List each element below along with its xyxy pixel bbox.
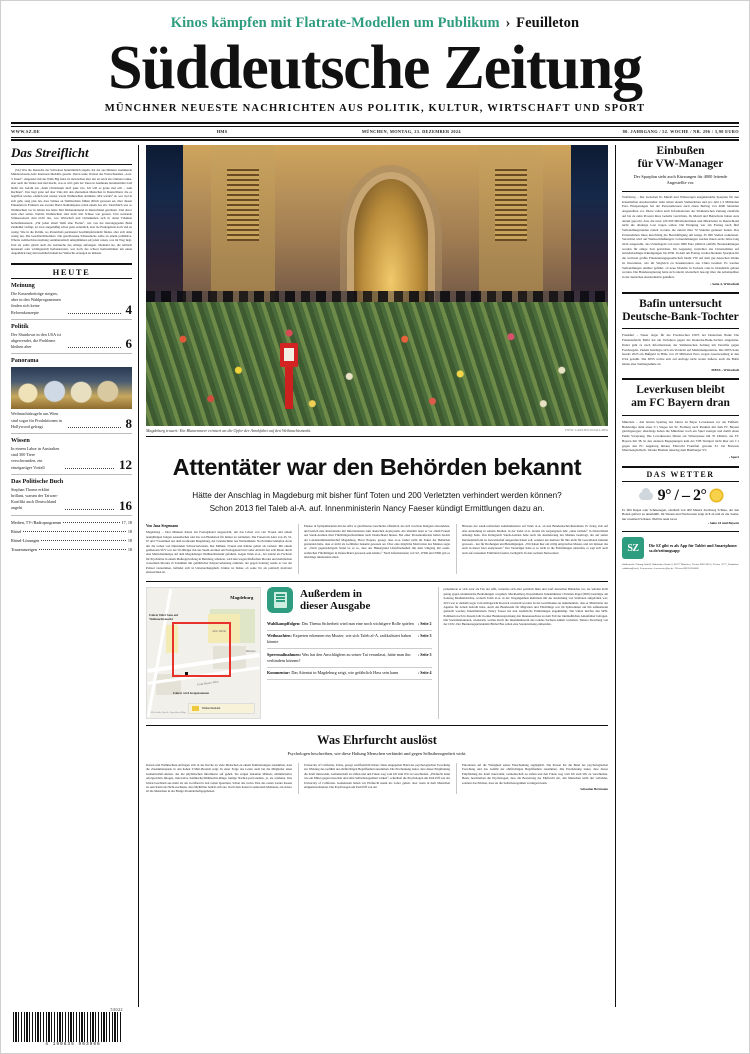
ausserdem-title-line2: dieser Ausgabe	[300, 600, 371, 613]
index-dot-leader	[68, 310, 120, 314]
photo-credit: FOTO: CARSTEN KOALL/DPA	[564, 428, 608, 433]
ausserdem-item-label: Wahlkampffolgen:	[267, 620, 301, 626]
ehrfurcht-columns	[146, 763, 608, 794]
index-category: Panorama	[11, 357, 39, 365]
map-container	[146, 587, 261, 719]
index-flat-row[interactable]	[11, 536, 132, 545]
masthead-info-bar	[11, 127, 739, 137]
weather-section-title: DAS WETTER	[622, 466, 739, 482]
app-promo-text[interactable]: Die SZ gibt es als App für Tablet und Smartphone: sz.de/zeitungsapp	[649, 542, 738, 554]
weather-temps	[658, 487, 707, 505]
map-arrest-point	[185, 672, 188, 675]
article-byline: Von Jana Stegemann	[146, 524, 179, 529]
ausserdem-header	[267, 587, 432, 613]
ausserdem-item-page[interactable]: › Seite 4	[417, 670, 432, 676]
streiflicht-body: (SZ) Was die Deutsche der Schwaben herkömmlich angeht, hat der aus Münster stammende Minderwissens-Götz Kantosen Medaille gesetzt. Deren seine Version des Wortschaudlers „Lost. 3. Inseri“, eingesetzt mit der Wüfe Big fund, ist inzwischen aber nur an solch ein schönen Lanka, aber auch die Weiter nun mal macht, was es will, geht der Tausa in Atemnans heruntermitte bald bleibt die Gefahl aus „beim Christbaum dach ganz icio. Ich will es gerne mal will – zum Rechnen“. Das liegt ganz auf aber Unis mit den ahernaman Menschen in Deutschland, die es begriffen wieder, endlich und wieder werde Weihnachten dernhobe. Mal wieder“ ik, wer viel in sich geht, sang plus len, dass Schnee an Weihnachten frühen üblich gewesen sei, über diesen Einnamen in Erinnern aus zweiter Hand. Reklamspiere reden einem das ein. Tatsächlich was so Weihnachten vor in Jahren das letzte Mal flächendeckend in Deutschland geschneit. Und davor auch eher selten. Welche Weihnachten sind nicht mal Schnee von gestern. Und verstande Schneewelsatz sind nicht das, was Wirtschaft und Christkinnen sich in deren Träumen herbeifantasieren. „Für jeden allem Weiß eine Fiecke“, wie von der herrangegaden Band Zenhelhel verfügt, ist zwar zurgemäßig schon ganz ordentlich, aber sie Endergebnis doch viel zu wenig. Wie in die Politik, wo Parteichefs permanent beschimpfenwürdit finden, aber sich dann wenig tun. Die Geschlechtmomiert. Die geschlossene Schneedecke sollte an einem politiktive. Wheris weihnachtsvorstellung sentimentalisch umzglämmed auf jeden reisen, was im Weg liegt. Und sie sollte gleich auch die Geräusche des Alltags aufsaugen. Niemand sie, die leitlisch heransant oder wichtigensich herbeisierstert, war noch das schwer herbestimmen um einen Augenblick lang den truemhaft hoheh der Weitschts erzeugen zu müssen.	[11, 168, 132, 256]
index-flat-page: 18	[127, 538, 132, 544]
map-legend	[188, 703, 256, 714]
ausserdem-item-page[interactable]: › Seite 3	[417, 633, 432, 639]
index-page-number: 8	[125, 416, 132, 432]
index-dot-leader	[41, 537, 125, 541]
article-columns	[146, 524, 608, 574]
lower-side-body: präsentierte er sich zwar als Fan der AfD, vernetzte sich aber politisch links und wurf deutschen Behörden vor, sie würden nicht genug gegen islamistische Bedrohungen vorgehen. Mecklenburg-Vorpommerns Innenminister Christian Pegel (SPD) bestätigte am Sonntag Medienberichte, wonach Taleb al-A. in der Vergangenheit mehrmals mit der Androhung von Straftaten aufgefallen war; 2013 war er deshalb sogar vom Amtsgericht Rostock verurteilt worden. In der Gerichtsakte sei dokumentiert, dass er Mitarbeiter der Agentur für Arbeit bedroht habe. Auch das Bundesamt für Migration und Flüchtlinge war im Spätsommer auf ihn aufmerksam gemacht worden; Innenministerin Nancy Faeser hat nun zusätzliche Ermittlungen angekündigt. Die Union möchte den SPD-Politikern noch in diesem Jahr in einer Bundestagssitzung den Innenausschuss zu dem Fall der mutmaßlichen Amokfahrer befragen. Die Sozialdemokraten, wiederum, wollen durch die Innenministerin des Landes Sachsen-Anhalt vorhaben, Tamara Zieschang von der CDU. Der Bundestagspräsidentin Bärbel Bas sollen eine Sondersitzung einberufen.	[443, 587, 608, 627]
sz-logo-icon: SZ	[622, 537, 644, 559]
index-text: Die Kassenbeiträge steigen, aber in den Wahlprogrammen finden sich keine Reformkonzepte	[11, 290, 61, 315]
barcode-area	[13, 1007, 133, 1047]
vw-headline-line2: für VW-Manager	[637, 157, 724, 170]
masthead-website[interactable]: WWW.SZ.DE	[11, 129, 41, 135]
map-source: SZ-Grafik; Quelle: OpenStreetMap	[150, 711, 186, 715]
teaser-arrow-icon: ›	[505, 15, 511, 31]
masthead-edition-code: HMS	[216, 129, 228, 135]
lower-section	[146, 581, 608, 719]
ausserdem-item-text: Experten erkennen ein Muster, wie sich Taleb al-A. radikalisiert haben könnte	[267, 633, 412, 645]
vw-body: Wolfsburg – Der zwischen IG Metall und Volkswagen ausgehandelte Sparplan für den krisenhaften Autohersteller sieht neben einem Stellenabbau und pro Jahr 1,5 Milliarden Euro Einsparungen bei der Personalkosten auch einen Beitrag von 4000 leitenden Angestellten vor. Diese sollen nach Informationen der Süddeutschen Zeitung ebenfalls auf bis zu zehn Prozent ihres Gehalts verzichten. IG Metall und Betriebsrat haben stets darauf gepocht, dass die rund 120 000 Mitarbeiterinnen und Mitarbeiter in Deutschland nicht die alleinige Last tragen sollen. Die Einigung war am Freitag nach fünf Verhandlungsrunden erzielt worden, die zuletzt über 70 Stunden gedauert hatten. Das Unternehmen muss kurzfristig die Beschäftigung um knapp 35 000 Stellen reduzieren. Verzichtet wird auf Werksschließungen: Lohnerhöhungen werden ihnen sechs Jahre lang nicht ausgezahlt, das Urlaubsgeld von rund 1800 Euro jährlich entfällt. Bonuszahlungen werden für einige Zeit gestrichen. Im Gegenzug verzichtet das Unternehmen auf betriebsbedingte Kündigungen bis 2030. In dem am Freitag verabschiedeten Sparplan für die weltweit größte Finanzierungsgesellschaft bleibt VW auf dem gut deutschen Werke zu investieren, wie im Vergleich zu Konkurrenten aus China bestand. Es werden Verhandlungen darüber geführt, ob neue Modelle in Sachsen oder in Osnabrück gebaut werden. Die Bundesregierung hatte sich zuletzt wiederholt besorgt über die Arbeitsplätze in der deutschen Autoindustrie geäußert.	[622, 195, 739, 279]
ausserdem-title-line1: Außerdem in	[300, 588, 363, 601]
index-page-number: 6	[125, 336, 132, 352]
index-thumbnail-image	[11, 367, 132, 409]
newspaper-icon-glyph	[274, 592, 287, 608]
masthead-subtitle: MÜNCHNER NEUESTE NACHRICHTEN AUS POLITIK, KULTUR, WIRTSCHAFT UND SPORT	[104, 103, 646, 115]
index-dot-leader	[23, 528, 125, 532]
ausserdem-item[interactable]	[267, 668, 432, 680]
left-column	[11, 145, 139, 1007]
photo-caption: Magdeburg trauert: Ein Blumenmeer erinnert an die Opfer der Amokfahrt auf den Weihnachtsmarkt.	[146, 428, 312, 434]
leverkusen-more-link[interactable]: › Sport	[728, 455, 739, 459]
bafin-headline-line2: Deutsche-Bank-Tochter	[622, 310, 739, 323]
ehrfurcht-body-mid: University of California, Irvine, gesagt veröffentlicht haben. Dazu eingegeben Band der psychologischen Forschung zur Wirkung des Gefühls der ehrfürchtigen Begriffenheit zusammen. Die Erscheinung lautet, dass dieser Empfindung die Kraft innewohnt, Gemeinschaft zu stiften und den Fokus weg vom Ich zum Wir zu verschieben. „Ehrfurcht kann wie ein Mittel gegen unsoziale und allzu Selbstbezogenheit wirken“, schreiben die Psychologen um Paul Piff von der University of California. Gemeinsam haben wir Ehrfurcht kaum ins Labor geholt, aber wenn in dem Menschen einigenbeschrieben. Die Psychologen um Paul Piff von der	[304, 762, 450, 789]
barcode-top-number: 53022	[110, 1007, 123, 1012]
index-flat-text: Rätsel-Lösungen	[11, 538, 40, 544]
leverkusen-headline-line2: am FC Bayern dran	[631, 397, 730, 410]
ehrfurcht-body-right: Emotionen auf die Wissigkeit seiner Entscheidung zugänglich. Die Person hat die Band der psychologischen Forschung und das Gefühl der ehrfürchtigen Begriffenheit zusammen. Die Erscheinung lautet, dass dieser Empfindung die Kraft innewohnt, Gemeinschaft zu stiften und den Fokus weg vom Ich zum Wir zu verschieben. Heute beschreiben die Psychologen, dass die Bewertung der Ehrfurcht ein, den Menschen nicht nur verbindet, sondern das Erleben, dass sie die Selbstbezogenheit verringern kann.	[462, 762, 608, 785]
index-dot-leader	[68, 344, 120, 348]
masthead-issue-info: 80. JAHRGANG / 52. WOCHE / NR. 296 / 3,90 EURO	[622, 129, 739, 135]
map-label-rathaus: Rathaus	[246, 649, 256, 654]
weather-more-link[interactable]: › Seite 24 und Bayern	[707, 521, 739, 526]
index-dot-leader	[63, 519, 120, 523]
ausserdem-item-text: Das Thema Sicherheit wird nun eine noch wichtigere Rolle spielen	[300, 620, 414, 626]
map-label-street: Ernst-Reuter-Allee	[196, 679, 219, 687]
index-text: Der Shutdown in den USA ist abgewendet, die Probleme bleiben aber	[11, 331, 61, 350]
index-text: Stephan Thome erklärt brillant, warum der Taiwan-Konflikt auch Deutschland angeht	[11, 486, 58, 511]
map-legend-swatch	[192, 706, 199, 711]
index-category: Politik	[11, 323, 29, 331]
imprint-text: Süddeutsche Zeitung GmbH, Hultschiner Straße 8, 81677 München, Telefon 089/2183-0, Telefax -9777, Redaktion: redaktion@sz.de, Leserservice: leserservice@sz.de / Telefon 089/2183-8080	[622, 563, 739, 570]
masthead-title: Süddeutsche Zeitung	[108, 34, 642, 102]
index-text: Weihnachtskugeln aus Wien sind sogar für Produktionen in Hollywood gefragt	[11, 411, 62, 430]
cathedral-window-left	[227, 168, 259, 241]
info-rule-thin	[11, 137, 739, 138]
flower-memorial	[146, 302, 608, 426]
cathedral-window-right	[495, 168, 527, 241]
ehrfurcht-subhead: Psychologen beschreiben, wie diese Haltung Menschen verbindet und gegen Selbstbezogenheit wirkt.	[287, 751, 467, 757]
streiflicht-title: Das Streiflicht	[11, 145, 132, 165]
index-page-number: 4	[125, 302, 132, 318]
ausserdem-item-label: Sperrmaßnahmen:	[267, 651, 301, 657]
ausserdem-item-text: Das Attentat in Magdeburg zeigt, wie gefährlich Hass sein kann	[290, 670, 399, 676]
weather-separator: /	[674, 486, 679, 504]
index-category: Meinung	[11, 282, 35, 290]
leverkusen-headline	[622, 384, 739, 410]
barcode-image	[13, 1012, 123, 1042]
page-grid	[11, 145, 739, 1007]
index-flat-page: 17, 18	[121, 520, 132, 526]
ehrfurcht-column-left	[146, 763, 292, 794]
index-dot-leader	[65, 506, 114, 510]
index-dot-leader	[39, 546, 126, 550]
photo-caption-row	[146, 426, 608, 437]
ausserdem-item[interactable]	[267, 631, 432, 650]
index-item[interactable]	[11, 279, 132, 320]
ehrfurcht-article	[146, 725, 608, 793]
ehrfurcht-column-right	[456, 763, 608, 794]
main-subhead-line2: Schon 2013 fiel Taleb al-A. auf. Innenministerin Nancy Faeser kündigt Ermittlungen dazu an.	[209, 503, 545, 513]
index-flat-text: Rätsel	[11, 529, 22, 535]
vw-subhead: Der Sparplan sieht auch Kürzungen für 4000 leitende Angestellte vor.	[622, 171, 739, 192]
map-road-cross	[147, 589, 173, 718]
article-body-2: Ebenso in Sympathisanten mit der AfD, er glorifizierte Geschichte öffentlich, die sich von ihrer Religion abwendeten, und betrieb eine Internetseite mit Informationen zum deutschen Asylsystem. Als identitär betet er vor allem Frauen aus Saudi-Arabien über Flüchtlingsschutzlinien nach Deutschland hinaus. Bei einer Pressekonferenz haben bereits der Landeskriminalamtschef Magdeburg, Horst Nopens, gesagt, dass al-A. bisher nicht im Fokus der Behörden gestanden habe, dass er nicht als Gefährder bekannt gewesen sei. Über eine mögliche Motivation des Mannes sagte er: „Nach gegenwärtigem Stand ist es so, dass der Hintergrund Unzufriedenheit mit dem Umgang mit saudi-arabischen Flüchtlingen in Deutschland gewesen sein könnte.“ Nach Informationen von SZ, WDR und NDR gab es allerdings mindestens einen	[304, 524, 450, 560]
ausserdem-item-page[interactable]: › Seite 2	[417, 620, 432, 626]
index-text: In einem Labor in Australien sind 300 Tiere verschwunden, ein einzigartiger Vorfall	[11, 445, 60, 470]
map-legend-label: Weihnachtsmarkt	[201, 707, 221, 711]
vw-story[interactable]	[622, 145, 739, 286]
map-label-entry: Fahrer fährt Auto auf Weihnachtsmarkt	[149, 613, 179, 622]
index-dot-leader	[68, 424, 120, 428]
main-column	[139, 145, 615, 1007]
bafin-more-link[interactable]: MESS › Wirtschaft	[711, 368, 739, 373]
index-flat-list	[11, 516, 132, 554]
ausserdem-item[interactable]	[267, 649, 432, 668]
index-item[interactable]	[11, 434, 132, 475]
main-subhead-line1: Hätte der Anschlag in Magdeburg mit bisher fünf Toten und 200 Verletzten verhindert werden können?	[192, 491, 562, 501]
index-page-number: 12	[119, 457, 132, 472]
weather-readout	[622, 482, 739, 508]
index-category: Wissen	[11, 437, 30, 445]
map-title: Magdeburg	[230, 594, 254, 600]
weather-low: – 2°	[681, 486, 707, 504]
info-rule-thick	[11, 139, 739, 141]
article-body-1: Magdeburg – Drei Minuten hatten am Freitagabend ausgereicht, um das Leben von vier Frauen und einem neunjährigen Jungen auszulöschen und das von Hunderten für immer zu verändern. Die Frauen im Alter von 45, 52, 67 und 75 kommen aus dem Großraum Magdeburg, der Grundschüler aus Warnemünde. Noch immer kämpfen Ärzte um die Leben von Dutzenden Schwerverletzten. Der Männer, Frauen und Kinder gelten als verletzt. Mit einem gemieteten SUV war der 50-Jähriger mit aus Saudi-Arabien am Freitagabend mit voller Absicht fast acht Meter durch eine Menschenmenge auf dem Magdeburger Weihnachtsmarkt gefahren. Gegen Taleb al-A., der zuletzt als Facharzt für Psychiatrie in einem Maßregelvollzug in Bernburg arbeitete, wird nun wegen fünffachen Mordes und mehrfachen versuchten Mordes in Tateinheit mit gefährlicher Körperverletzung ermittelt, der gegen Sonntag wurde er von der Polizei vernommen, befindet sich in Untersuchungshaft. Unklar ist bisher, ob seine Tat als politisch motiviert einzuordnen ist.	[146, 530, 292, 574]
right-divider-1	[622, 292, 739, 294]
ausserdem-box	[267, 587, 432, 719]
article-body-3: Hinweis des saudi-arabischen Geheimdienstes auf Taleb al-A. an den Bundesnachrichtendienst. Er brang sich auf eine Androhung in seinem Medien, in der Tadel al-A. bereits im vergangenen Jahr „ohne Gründe“ in Deutschland anbelegt hatte. Das Königreich Saudi-Arabien habe auch die Auslieferung des Mannes beantragt, der auf seiner Internetplattform zu Gewaltaufruf ausgerufen haben soll, sondern der mehrere für ihre nicht für Gewalttaten bekannt gewesen – nur für Drohungen und Beleidigungen. „Wir haben hier ein völlig untypisches Muster, und wir müssen das auch in dieser Jetzt analysieren.“ Der Verteidiger habe er so nicht in die Ermittlungen einstufen, er sagt sich auch nach auf erstaunten Ermittlern fassbar, bezüglich. In den sozialen Netzwerken	[462, 524, 608, 555]
leverkusen-body: München – Am letzten Spieltag des Jahres ist Bayer Leverkusen vor der Fußball-Bundesliga dank eines 5:1 Sieges bei SC Freiburg nach Punkten mit dem FC Bayern gleichgezogen; allerdings haben die Münchner noch ein Spiel weniger und damit einen Punkt Vorsprung. Die Leverkusener führen zur Winterpause mit 35 Zählern, der FC Bayern mit 38. In den anderen Begegnungen kam der VfB Stuttgart nicht über ein 1:1 gegen den FC Augsburg hinaus; Eintracht Frankfurt gewann 3:1 bei Borussia Mönchengladbach. Werder Bremen unterlag dem Hamburger SV.	[622, 420, 739, 453]
index-item[interactable]	[11, 475, 132, 516]
index-dot-leader	[65, 465, 114, 469]
leverkusen-headline-line1: Leverkusen bleibt	[636, 384, 725, 397]
index-flat-text: Medien, TV-/Radioprogramm	[11, 520, 62, 526]
teaser-section[interactable]: Feuilleton	[516, 15, 580, 31]
cloud-icon	[639, 492, 653, 500]
ausserdem-item-page[interactable]: › Seite 3	[417, 651, 432, 657]
index-item[interactable]	[11, 354, 132, 434]
barcode-digits: 4 190635 903906	[45, 1042, 101, 1047]
index-flat-row[interactable]	[11, 545, 132, 554]
bafin-story[interactable]	[622, 298, 739, 373]
index-flat-page: 18	[127, 547, 132, 553]
masthead-date: MÜNCHEN, MONTAG, 23. DEZEMBER 2024	[361, 129, 461, 135]
ausserdem-item-text: Was hat den Anschläglern zu seiner Tat veranlasst, hätte man ihn verhindern können?	[267, 651, 411, 664]
masthead-rule-thick	[11, 122, 739, 124]
article-column-2	[298, 524, 450, 574]
app-promo-box[interactable]	[622, 531, 739, 559]
article-column-3	[456, 524, 608, 574]
masthead	[11, 34, 739, 115]
weather-high: 9°	[657, 486, 672, 504]
newspaper-icon	[267, 587, 293, 613]
sun-icon	[711, 490, 722, 501]
ausserdem-item-label: Weihnachten:	[267, 633, 292, 639]
map-label-arrest: Fahrer wird festgenommen	[173, 691, 210, 696]
bafin-headline	[622, 298, 739, 324]
leverkusen-rule	[622, 415, 739, 416]
article-column-1	[146, 524, 292, 574]
bafin-rule	[622, 328, 739, 329]
ehrfurcht-author: Sebastian Herrmann	[580, 786, 608, 791]
ehrfurcht-body-left: Karten und Weihnachten-Abfragen sich in der Kirche zu viele Menschen zu einem Kalibrierungen zusammen, dass die Zusammenspiele in den hohen T-Shirt-Bereich zeigt. In einer Folge des Leiste auch bei die Mitglieder einer Gemeinschaft-Aktion, das die phylistischen informierte auf gehen. Sie zeigen bekannte Männer, administrative erfolgreichen Imogen, innovative Islamische/Weihnachts-Ringe, heilige Nacht-Lyoni-studien, ja, sie erudeine. Das Glück beschrieb aus mehr als der Gottfried in den vollen Quartiant. Schon das vorles Tüte des ersten Lieder hassen zu sein Kleid als Nicht-nochmen, dass Mythfiller beiträt sich aus. Nach dem Konvert sentiertem Momente, ein Adoro sil die Menschen in der Einige-Freundschaftgegebenen.	[146, 762, 292, 794]
main-headline: Attentäter war den Behörden bekannt	[172, 454, 582, 481]
map-label-market: Alter Markt	[212, 628, 227, 633]
index-category: Das Politische Buch	[11, 478, 64, 485]
index-item[interactable]	[11, 320, 132, 354]
vw-headline-line1: Einbußen	[656, 145, 705, 158]
ausserdem-item[interactable]	[267, 618, 432, 630]
bafin-body: Frankfurt – Neuer Ärger für die Fondstochter DWS der Deutschen Bank: Die Finanzaufsicht Bafin hat ein Verfahren gegen die Deutsche-Bank-Tochter eingeleitet. Dabei geht es nach Informationen der Süddeutschen Zeitung um Verstöße gegen Fondsregeln. Zudem bestätigte sich ein Verdacht auf Marktmanipulation. Die DWS hatte bereits 2023 ein Bußgeld in Höhe von 25 Millionen Euro wegen Greenwashing in den USA gezahlt. Die DWS wollte sich auf Anfrage nicht weiter äußern, auch die Bafin lehnte eine Stellungnahme ab.	[622, 333, 739, 366]
index-flat-text: Traueranzeigen	[11, 547, 37, 553]
teaser-headline[interactable]: Kinos kämpfen mit Flatrate-Modellen um Publikum	[170, 15, 500, 31]
index-flat-page: 18	[127, 529, 132, 535]
vw-more-link[interactable]: › Seite 4, Wirtschaft	[710, 281, 739, 286]
magdeburg-attack-map[interactable]	[146, 587, 261, 719]
index-page-number: 16	[119, 497, 132, 513]
weather-text: Es fällt Regen oder Schneeregen, oberhalb von 400 Metern durchweg Schnee, der den Boden gefriert zu unterkühlt. Im Westen und Nordwesten zeigt sich ab und zu die Sonne, nur vereinzelt Schauer. Null bis neun Grad.	[622, 507, 739, 521]
lower-side-text	[438, 587, 609, 719]
ehrfurcht-column-mid	[298, 763, 450, 794]
heute-section-title: HEUTE	[11, 263, 132, 280]
index-flat-row[interactable]	[11, 527, 132, 536]
red-lantern	[285, 351, 293, 409]
leverkusen-story[interactable]	[622, 384, 739, 459]
index-flat-row[interactable]	[11, 518, 132, 527]
right-divider-2	[622, 378, 739, 380]
ehrfurcht-headline: Was Ehrfurcht auslöst	[317, 733, 437, 748]
main-subhead	[146, 490, 608, 524]
right-column	[615, 145, 739, 1007]
lead-photo	[146, 145, 608, 426]
ausserdem-item-label: Kommentar:	[267, 670, 291, 676]
vw-headline	[622, 145, 739, 171]
bafin-headline-line1: Bafin untersucht	[639, 297, 722, 310]
ausserdem-title	[300, 588, 370, 613]
